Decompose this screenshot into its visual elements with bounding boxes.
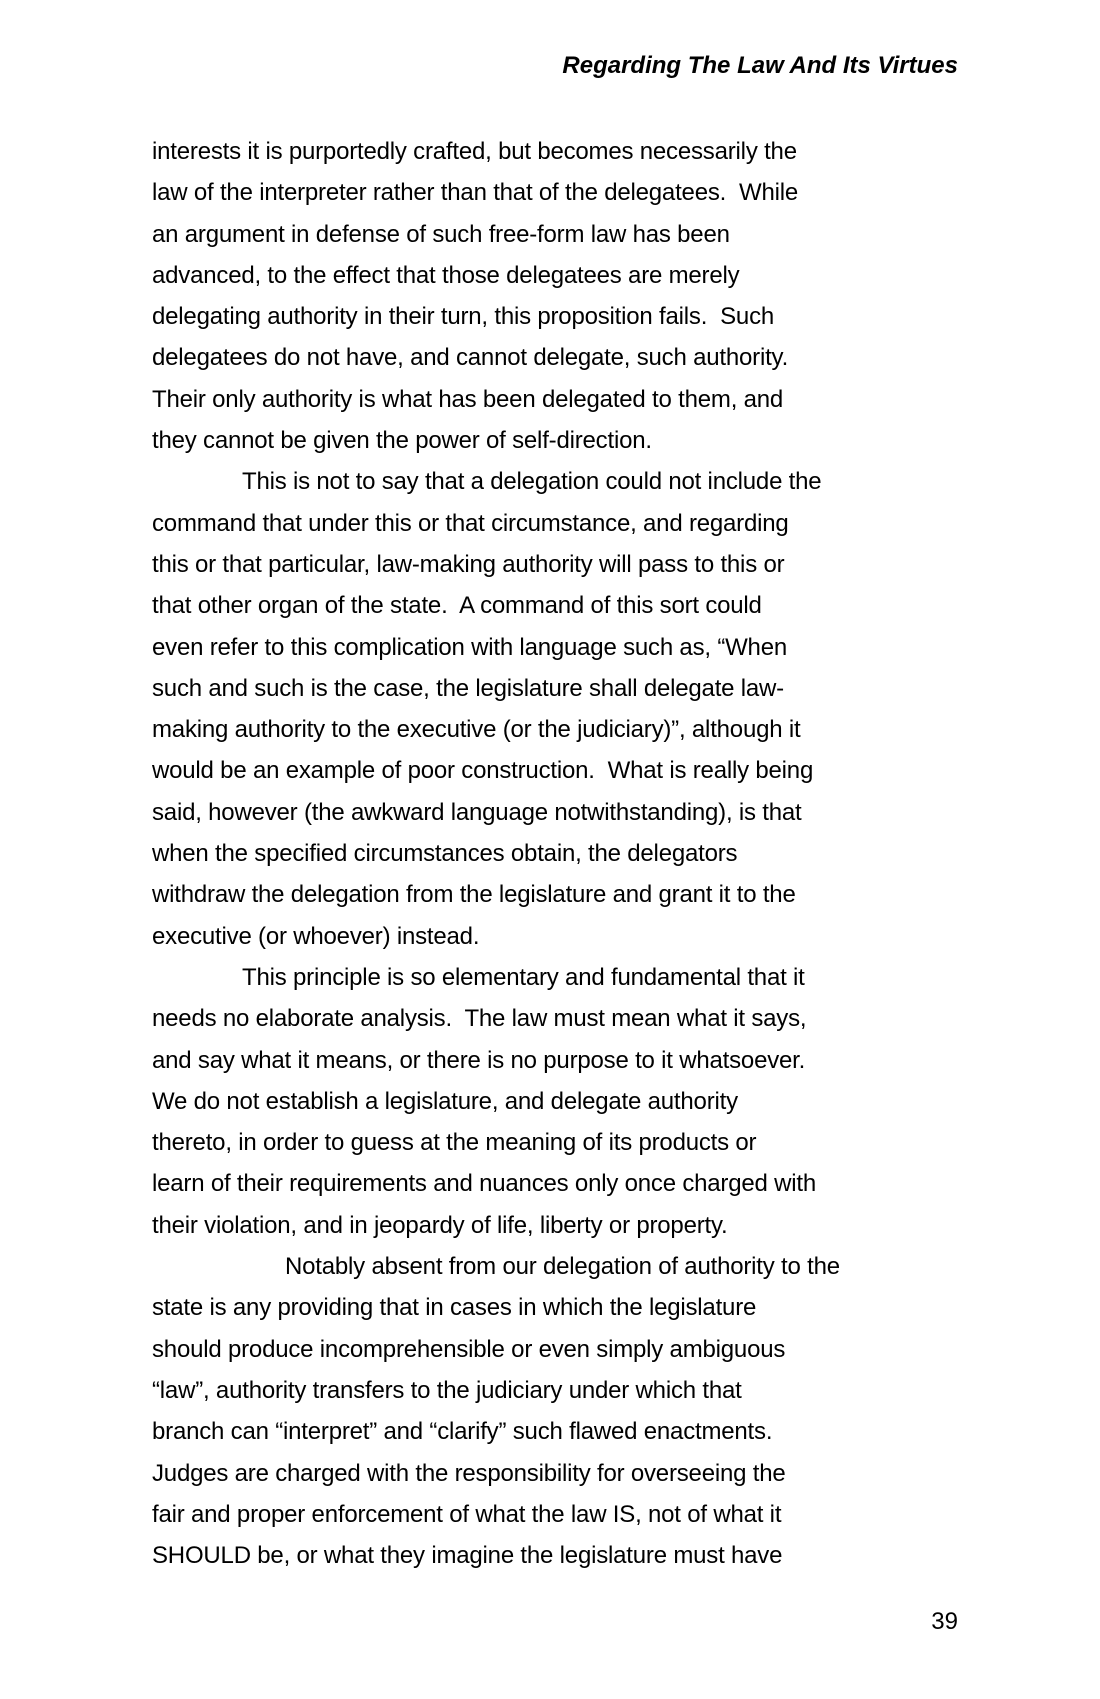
paragraph <box>152 1246 958 1576</box>
text-line: fair and proper enforcement of what the law IS, not of what it <box>152 1500 782 1528</box>
text-line: withdraw the delegation from the legislature and grant it to the <box>152 881 796 909</box>
text-line: thereto, in order to guess at the meaning of its products or <box>152 1129 757 1157</box>
text-line: they cannot be given the power of self-direction. <box>152 427 652 455</box>
text-line: executive (or whoever) instead. <box>152 922 480 950</box>
text-line: even refer to this complication with language such as, “When <box>152 633 788 661</box>
text-line: should produce incomprehensible or even simply ambiguous <box>152 1335 786 1363</box>
page-body-text <box>152 131 958 1576</box>
text-line: this or that particular, law-making authority will pass to this or <box>152 550 785 578</box>
text-line: and say what it means, or there is no purpose to it whatsoever. <box>152 1046 806 1074</box>
text-line: state is any providing that in cases in which the legislature <box>152 1294 757 1322</box>
text-line: branch can “interpret” and “clarify” such flawed enactments. <box>152 1418 773 1446</box>
text-line: learn of their requirements and nuances only once charged with <box>152 1170 817 1198</box>
text-line: their violation, and in jeopardy of life, liberty or property. <box>152 1211 728 1239</box>
running-header: Regarding The Law And Its Virtues <box>562 52 958 79</box>
text-line: an argument in defense of such free-form law has been <box>152 220 730 248</box>
text-line: advanced, to the effect that those delegatees are merely <box>152 261 740 289</box>
text-line: Notably absent from our delegation of authority to the <box>285 1253 840 1281</box>
text-line: said, however (the awkward language notwithstanding), is that <box>152 798 802 826</box>
text-line: making authority to the executive (or the judiciary)”, although it <box>152 716 801 744</box>
text-line: delegating authority in their turn, this proposition fails. Such <box>152 303 775 331</box>
text-line: that other organ of the state. A command of this sort could <box>152 592 762 620</box>
text-line: “law”, authority transfers to the judiciary under which that <box>152 1376 742 1404</box>
text-line: SHOULD be, or what they imagine the legislature must have <box>152 1542 783 1570</box>
text-line: command that under this or that circumstance, and regarding <box>152 509 789 537</box>
page-number: 39 <box>931 1608 958 1635</box>
text-line: delegatees do not have, and cannot delegate, such authority. <box>152 344 789 372</box>
paragraph <box>152 131 958 461</box>
text-line: needs no elaborate analysis. The law must mean what it says, <box>152 1005 807 1033</box>
text-line: This principle is so elementary and fundamental that it <box>242 963 805 991</box>
text-line: Their only authority is what has been delegated to them, and <box>152 385 784 413</box>
text-line: such and such is the case, the legislature shall delegate law- <box>152 674 784 702</box>
text-line: We do not establish a legislature, and delegate authority <box>152 1087 738 1115</box>
paragraph <box>152 957 958 1246</box>
paragraph <box>152 461 958 957</box>
text-line: This is not to say that a delegation could not include the <box>242 468 822 496</box>
text-line: interests it is purportedly crafted, but becomes necessarily the <box>152 138 797 165</box>
text-line: law of the interpreter rather than that of the delegatees. While <box>152 179 799 207</box>
text-line: Judges are charged with the responsibility for overseeing the <box>152 1459 786 1487</box>
text-line: when the specified circumstances obtain, the delegators <box>152 840 738 868</box>
text-line: would be an example of poor construction. What is really being <box>152 757 814 785</box>
